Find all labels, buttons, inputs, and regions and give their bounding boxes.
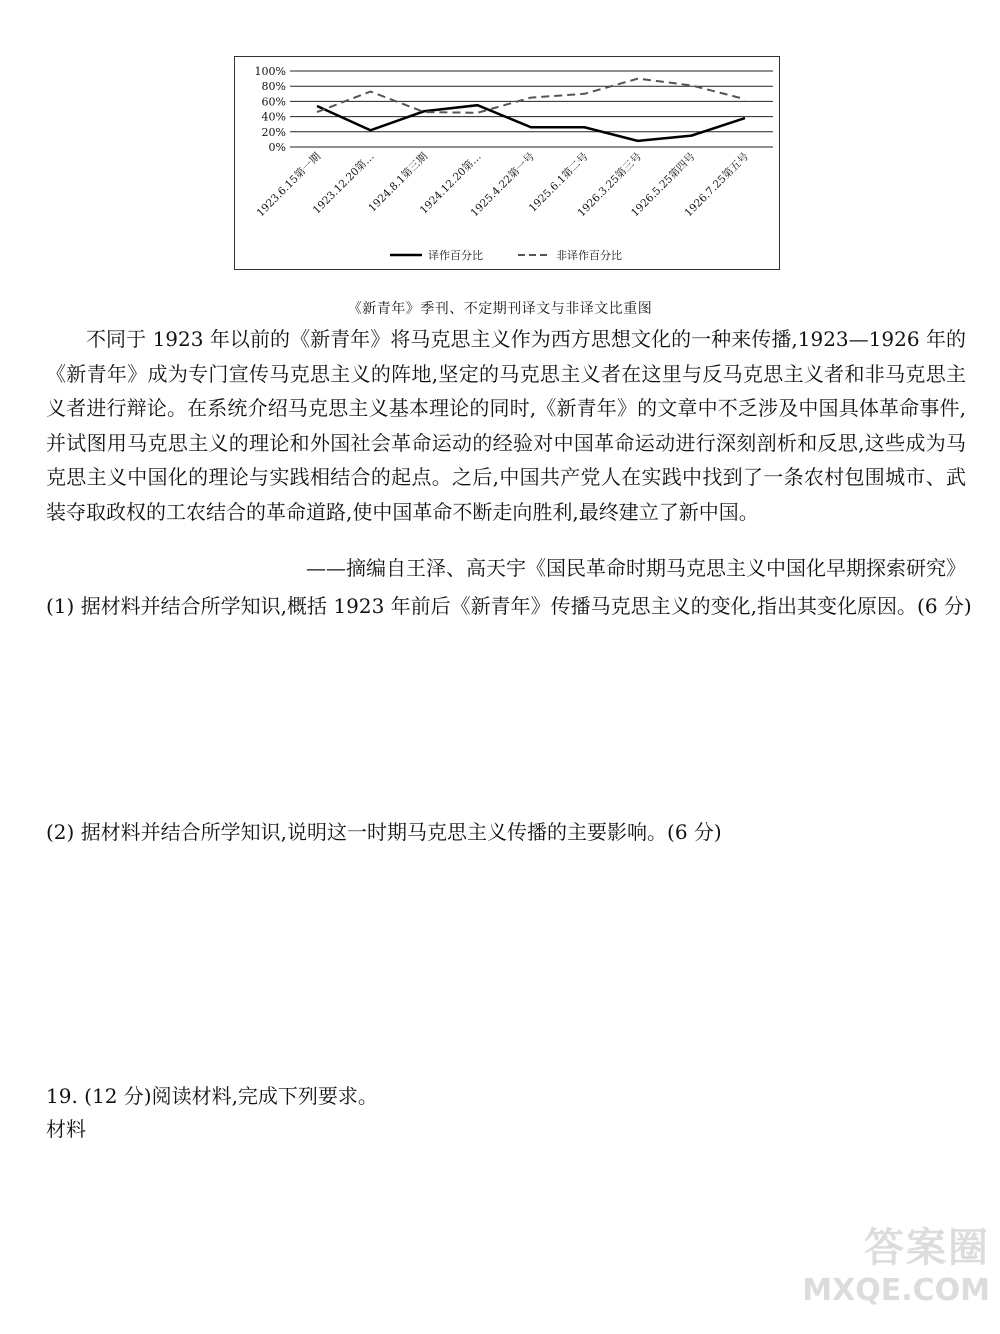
x-tick-label: 1924.8.1第三期	[366, 150, 431, 215]
watermark	[790, 1206, 990, 1326]
y-tick-label: 40%	[261, 110, 286, 124]
y-tick-label: 80%	[261, 80, 286, 94]
x-tick-label: 1926.7.25第五号	[682, 150, 752, 220]
chart-frame	[234, 56, 780, 270]
x-tick-label: 1925.6.1第二号	[526, 150, 591, 215]
x-tick-label: 1925.4.22第一号	[468, 150, 538, 220]
legend-label: 译作百分比	[428, 249, 483, 262]
x-tick-label: 1926.3.25第三号	[575, 150, 645, 220]
x-tick-label: 1924.12.20第…	[417, 150, 484, 217]
chart-caption: 《新青年》季刊、不定期刊译文与非译文比重图	[347, 301, 653, 317]
x-tick-label: 1923.6.15第一期	[254, 150, 324, 220]
y-tick-label: 0%	[268, 141, 286, 154]
material-paragraph: 不同于 1923 年以前的《新青年》将马克思主义作为西方思想文化的一种来传播,1923—1926 年的《新青年》成为专门宣传马克思主义的阵地,坚定的马克思主义者在这里与反马克思主义者和非马克思主义者进行辩论。在系统介绍马克思主义基本理论的同时,《新青年》的文章中不乏涉及中国具体革命事件,并试图用马克思主义的理论和外国社会革命运动的经验对中国革命运动进行深刻剖析和反思,这些成为马克思主义中国化的理论与实践相结合的起点。之后,中国共产党人在实践中找到了一条农村包围城市、武装夺取政权的工农结合的革命道路,使中国革命不断走向胜利,最终建立了新中国。	[46, 327, 966, 524]
series-line	[317, 79, 745, 113]
line-chart	[235, 57, 781, 271]
question-2: (2) 据材料并结合所学知识,说明这一时期马克思主义传播的主要影响。(6 分)	[46, 820, 722, 844]
source-citation: ——摘编自王泽、高天宇《国民革命时期马克思主义中国化早期探索研究》	[306, 556, 966, 580]
y-tick-label: 20%	[261, 125, 286, 139]
x-tick-label: 1923.12.20第…	[310, 150, 377, 217]
y-tick-label: 100%	[254, 65, 286, 78]
x-tick-label: 1926.5.25第四号	[629, 150, 698, 220]
material-label: 材料	[46, 1117, 86, 1141]
question-19: 19. (12 分)阅读材料,完成下列要求。	[46, 1084, 378, 1108]
question-1: (1) 据材料并结合所学知识,概括 1923 年前后《新青年》传播马克思主义的变化,指出其变化原因。(6 分)	[46, 594, 972, 618]
series-line	[317, 105, 745, 141]
y-tick-label: 60%	[261, 95, 286, 109]
watermark-url: MXQE.COM	[802, 1273, 990, 1308]
legend-label: 非译作百分比	[556, 249, 622, 262]
watermark-logo: 答案圈	[864, 1225, 990, 1271]
